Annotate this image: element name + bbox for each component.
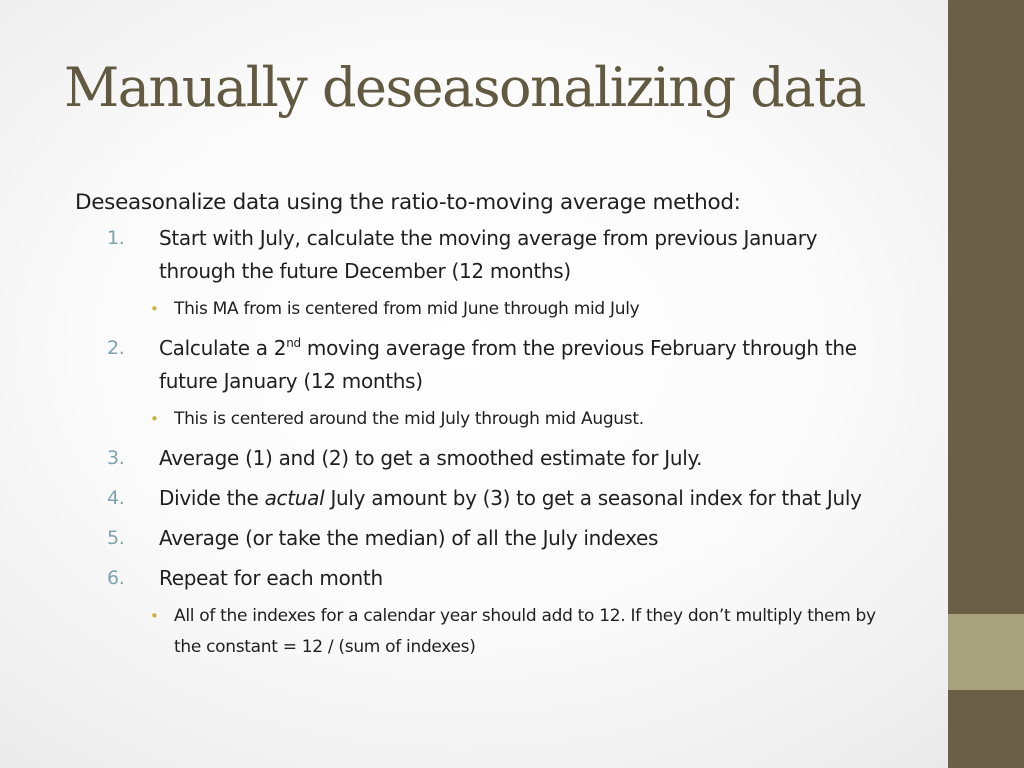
bullet-icon: • (150, 410, 159, 428)
item-text: Average (1) and (2) to get a smoothed estimate for July. (159, 446, 703, 470)
slide-title: Manually deseasonalizing data (64, 56, 865, 119)
item-text: Average (or take the median) of all the July indexes (159, 526, 659, 550)
item-number: 3. (107, 447, 125, 469)
sub-bullet-text: This MA from is centered from mid June through mid July (174, 299, 640, 319)
item-text: Start with July, calculate the moving average from previous January through the future December (12 months) (159, 226, 818, 283)
item-number: 4. (107, 487, 125, 509)
list-item-2 (75, 332, 895, 398)
bullet-icon: • (150, 607, 159, 625)
item-text: Repeat for each month (159, 566, 383, 590)
item-number: 1. (107, 227, 125, 249)
emphasis-text: actual (264, 486, 325, 510)
list-item-5 (75, 522, 895, 555)
sub-bullet-text: This is centered around the mid July through mid August. (174, 409, 644, 429)
item-text-start: Divide the (159, 486, 265, 510)
sub-bullet-1 (75, 294, 895, 325)
bullet-icon: • (150, 300, 159, 318)
item-text-start: Calculate a 2 (159, 336, 287, 360)
sub-bullet-3 (75, 601, 895, 663)
item-text-end: moving average from the previous February through the future January (12 months) (159, 336, 857, 393)
list-item-1 (75, 222, 895, 288)
ordinal-suffix: nd (286, 336, 301, 350)
slide-body (75, 186, 895, 663)
item-text-end: July amount by (3) to get a seasonal index for that July (324, 486, 862, 510)
side-decoration-accent (948, 614, 1024, 690)
list-item-6 (75, 562, 895, 595)
item-number: 5. (107, 527, 125, 549)
list-item-4 (75, 482, 895, 515)
list-item-3 (75, 442, 895, 475)
intro-text: Deseasonalize data using the ratio-to-moving average method: (75, 190, 741, 215)
sub-bullet-text: All of the indexes for a calendar year should add to 12. If they don’t multiply them by the constant = 12 / (sum of indexes) (174, 606, 876, 657)
item-number: 2. (107, 337, 125, 359)
item-number: 6. (107, 567, 125, 589)
sub-bullet-2 (75, 404, 895, 435)
